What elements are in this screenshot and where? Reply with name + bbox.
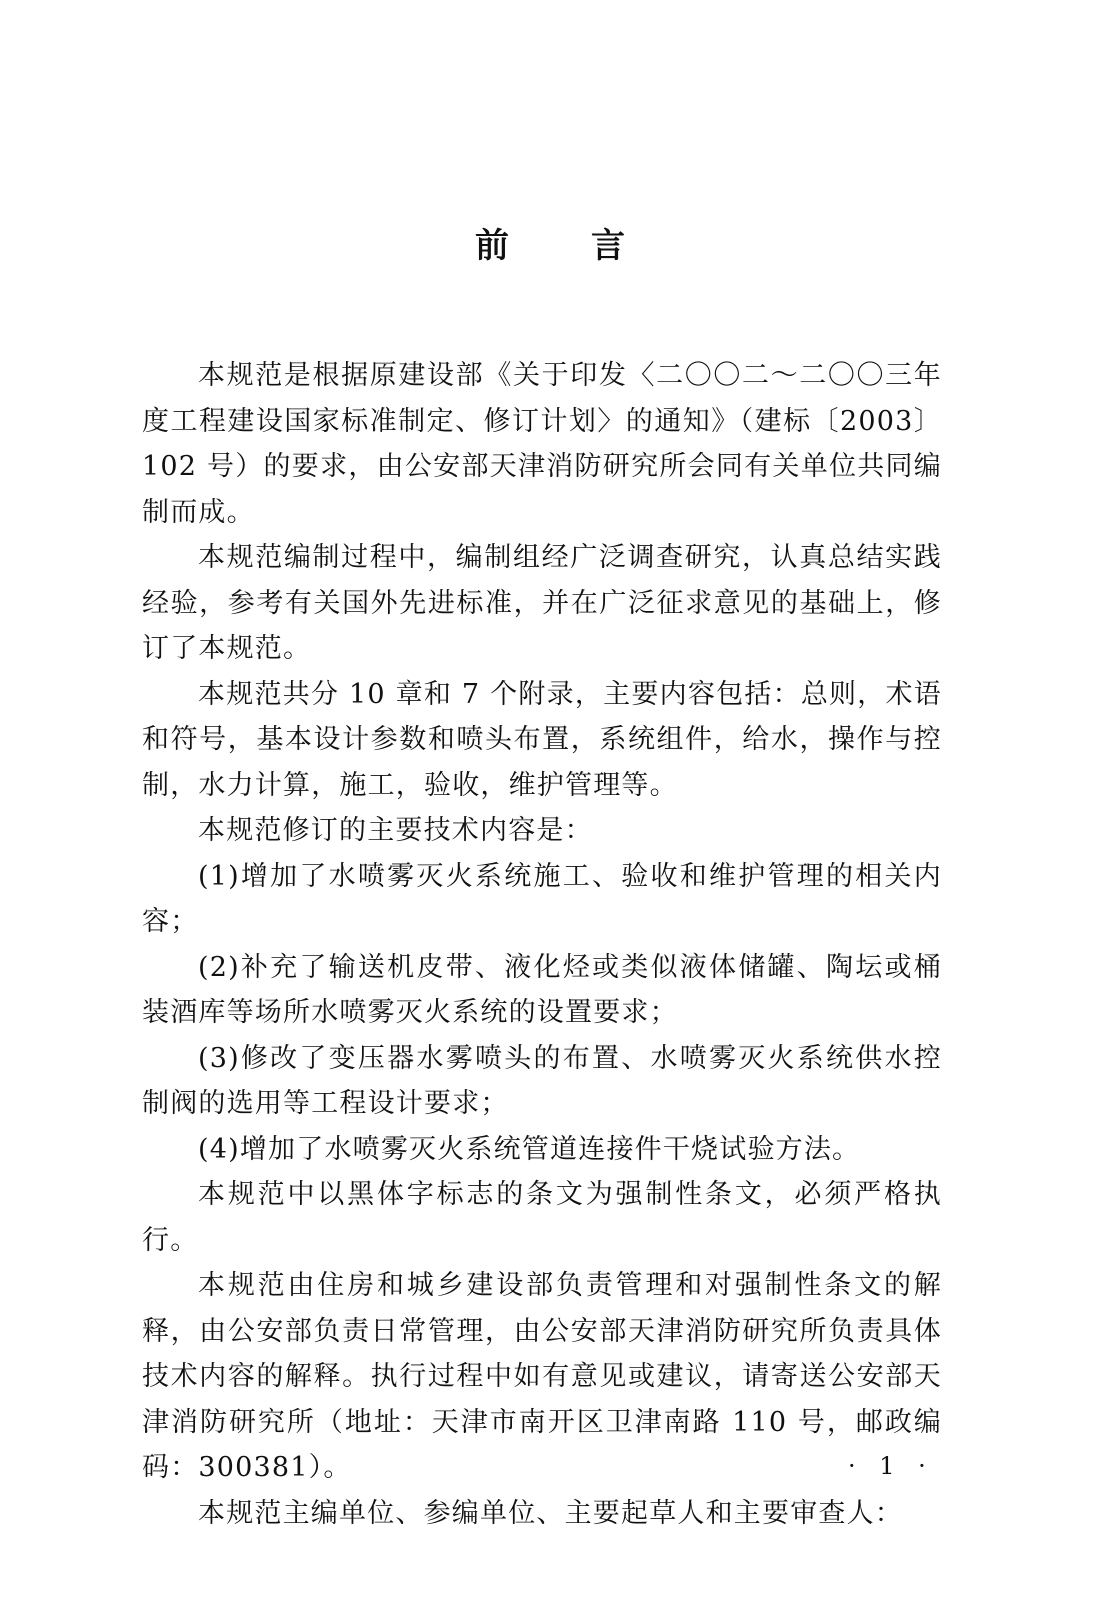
paragraph-drafters: 本规范主编单位、参编单位、主要起草人和主要审查人： xyxy=(198,1497,903,1529)
revision-item-2: (2)补充了输送机皮带、液化烃或类似液体储罐、陶坛或桶装酒库等场所水喷雾灭火系统的设置要求； xyxy=(142,951,942,1028)
preface-body xyxy=(142,353,942,1536)
paragraph-mandatory: 本规范中以黑体字标志的条文为强制性条文，必须严格执行。 xyxy=(142,1179,942,1256)
title-char-1: 前 xyxy=(475,226,511,266)
paragraph-origin: 本规范是根据原建设部《关于印发〈二〇〇二～二〇〇三年度工程建设国家标准制定、修订计划〉的通知》（建标〔2003〕102 号）的要求，由公安部天津消防研究所会同有关单位共同编制而成。 xyxy=(142,360,942,528)
page-title xyxy=(0,222,1102,270)
revision-item-3: (3)修改了变压器水雾喷头的布置、水喷雾灭火系统供水控制阀的选用等工程设计要求； xyxy=(142,1042,942,1119)
paragraph-contents: 本规范共分 10 章和 7 个附录，主要内容包括：总则，术语和符号，基本设计参数和喷头布置，系统组件，给水，操作与控制，水力计算，施工，验收，维护管理等。 xyxy=(142,678,942,801)
page-number: · 1 · xyxy=(848,1452,934,1480)
revision-item-4: (4)增加了水喷雾灭火系统管道连接件干烧试验方法。 xyxy=(198,1133,861,1165)
title-char-2: 言 xyxy=(591,226,627,266)
revision-item-1: (1)增加了水喷雾灭火系统施工、验收和维护管理的相关内容； xyxy=(142,860,942,937)
paragraph-management: 本规范由住房和城乡建设部负责管理和对强制性条文的解释，由公安部负责日常管理，由公安部天津消防研究所负责具体技术内容的解释。执行过程中如有意见或建议，请寄送公安部天津消防研究所（地址：天津市南开区卫津南路 110 号，邮政编码：300381）。 xyxy=(142,1270,942,1483)
paragraph-process: 本规范编制过程中，编制组经广泛调查研究，认真总结实践经验，参考有关国外先进标准，并在广泛征求意见的基础上，修订了本规范。 xyxy=(142,542,942,664)
paragraph-revision-intro: 本规范修订的主要技术内容是： xyxy=(198,815,593,846)
